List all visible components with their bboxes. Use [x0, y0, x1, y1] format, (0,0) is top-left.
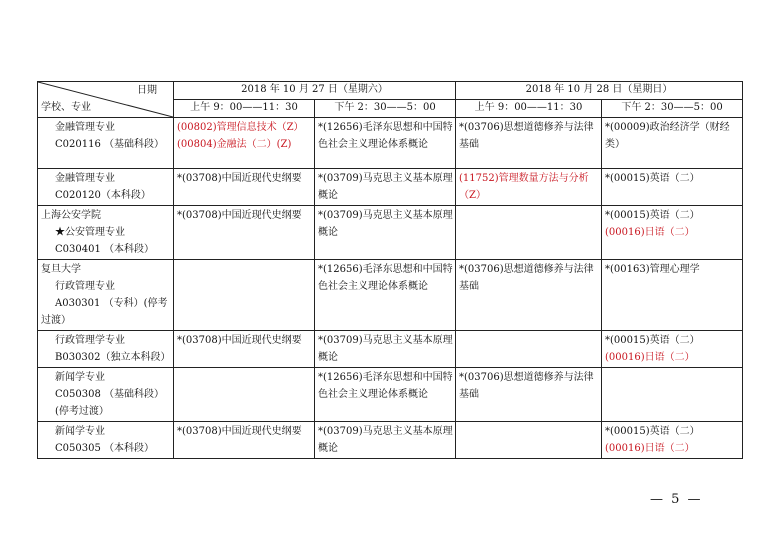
exam-cell-c4 [602, 260, 743, 331]
exam-subject: *(12656)毛泽东思想和中国特色社会主义理论体系概论 [318, 122, 453, 150]
exam-subject: *(00163)管理心理学 [605, 264, 700, 275]
exam-subject: *(03709)马克思主义基本原理概论 [318, 210, 453, 238]
exam-cell-c3 [456, 260, 602, 331]
exam-subject: *(12656)毛泽东思想和中国特色社会主义理论体系概论 [318, 264, 453, 292]
exam-cell-c1 [174, 260, 315, 331]
exam-cell-c3 [456, 368, 602, 422]
school-major-line: 行政管理学专业 [55, 335, 125, 346]
exam-cell-c1 [174, 118, 315, 169]
exam-cell-c2 [315, 368, 456, 422]
day1-am-header: 上午 9：00——11：30 [174, 100, 315, 118]
school-major-line: ★公安管理专业 [55, 227, 125, 238]
corner-date-label: 日期 [137, 85, 157, 96]
school-major-cell [38, 169, 174, 206]
school-major-line: C020116 （基础科段） [55, 139, 165, 150]
exam-subject: *(03706)思想道德修养与法律基础 [459, 264, 594, 292]
table-row [38, 368, 743, 422]
day2-header: 2018 年 10 月 28 日（星期日） [456, 82, 743, 100]
exam-subject: *(03709)马克思主义基本原理概论 [318, 426, 453, 454]
exam-subject: *(00009)政治经济学（财经类） [605, 122, 730, 150]
exam-cell-c3 [456, 169, 602, 206]
table-row [38, 118, 743, 169]
header-row-dates [38, 82, 743, 100]
exam-cell-c4 [602, 422, 743, 459]
school-major-cell [38, 368, 174, 422]
school-major-cell [38, 260, 174, 331]
school-major-line: 行政管理专业 [55, 281, 115, 292]
exam-subject: *(12656)毛泽东思想和中国特色社会主义理论体系概论 [318, 372, 453, 400]
table-row [38, 331, 743, 368]
day1-header: 2018 年 10 月 27 日（星期六） [174, 82, 456, 100]
school-major-line: C050308 （基础科段） [55, 389, 165, 400]
school-major-line: 新闻学专业 [55, 426, 105, 437]
exam-subject: (11752)管理数量方法与分析（Z） [459, 173, 589, 201]
school-major-line: 上海公安学院 [41, 210, 101, 221]
exam-subject: *(00015)英语（二） [605, 335, 700, 346]
schedule-body [38, 118, 743, 459]
exam-subject: (00804)金融法（二）(Z) [177, 139, 292, 150]
exam-subject: *(03708)中国近现代史纲要 [177, 210, 302, 221]
table-row [38, 169, 743, 206]
school-major-line: C020120（本科段） [55, 190, 151, 201]
exam-cell-c1 [174, 422, 315, 459]
exam-subject: *(03708)中国近现代史纲要 [177, 426, 302, 437]
exam-cell-c4 [602, 169, 743, 206]
school-major-line: A030301 （专科）(停考 [55, 298, 168, 309]
exam-subject: *(00015)英语（二） [605, 210, 700, 221]
table-row [38, 260, 743, 331]
table-row [38, 422, 743, 459]
exam-subject: *(03708)中国近现代史纲要 [177, 173, 302, 184]
school-major-line: (停考过渡） [55, 406, 109, 417]
exam-cell-c2 [315, 169, 456, 206]
exam-cell-c1 [174, 368, 315, 422]
exam-cell-c4 [602, 368, 743, 422]
table-row [38, 206, 743, 260]
exam-subject-alt: (00016)日语（二） [605, 352, 695, 363]
exam-cell-c2 [315, 206, 456, 260]
school-major-cell [38, 118, 174, 169]
page-number: — 5 — [650, 492, 703, 507]
exam-subject: *(03706)思想道德修养与法律基础 [459, 122, 594, 150]
exam-cell-c3 [456, 331, 602, 368]
exam-cell-c1 [174, 331, 315, 368]
exam-cell-c1 [174, 206, 315, 260]
school-major-line: 新闻学专业 [55, 372, 105, 383]
exam-cell-c4 [602, 331, 743, 368]
exam-cell-c3 [456, 422, 602, 459]
day2-am-header: 上午 9：00——11：30 [456, 100, 602, 118]
exam-subject: *(00015)英语（二） [605, 426, 700, 437]
exam-subject: *(03706)思想道德修养与法律基础 [459, 372, 594, 400]
school-major-line: C050305 （本科段） [55, 443, 155, 454]
exam-cell-c1 [174, 169, 315, 206]
school-major-cell [38, 206, 174, 260]
school-major-cell [38, 422, 174, 459]
school-major-line: 金融管理专业 [55, 122, 115, 133]
exam-subject: *(03708)中国近现代史纲要 [177, 335, 302, 346]
school-major-line: C030401 （本科段） [55, 244, 155, 255]
school-major-line: 金融管理专业 [55, 173, 115, 184]
corner-school-label: 学校、专业 [41, 102, 91, 113]
corner-header [38, 82, 174, 118]
exam-cell-c2 [315, 260, 456, 331]
exam-cell-c2 [315, 118, 456, 169]
school-major-cell [38, 331, 174, 368]
exam-subject: *(00015)英语（二） [605, 173, 700, 184]
exam-subject: *(03709)马克思主义基本原理概论 [318, 335, 453, 363]
exam-cell-c3 [456, 206, 602, 260]
exam-cell-c2 [315, 422, 456, 459]
day1-pm-header: 下午 2：30——5：00 [315, 100, 456, 118]
exam-cell-c4 [602, 118, 743, 169]
exam-subject-alt: (00016)日语（二） [605, 443, 695, 454]
exam-subject: (00802)管理信息技术（Z） [177, 122, 304, 133]
exam-cell-c4 [602, 206, 743, 260]
school-major-line: B030302（独立本科段） [55, 352, 171, 363]
exam-cell-c2 [315, 331, 456, 368]
school-major-line: 过渡） [41, 315, 71, 326]
exam-subject-alt: (00016)日语（二） [605, 227, 695, 238]
exam-cell-c3 [456, 118, 602, 169]
exam-subject: *(03709)马克思主义基本原理概论 [318, 173, 453, 201]
school-major-line: 复旦大学 [41, 264, 81, 275]
exam-schedule-table [37, 81, 743, 459]
day2-pm-header: 下午 2：30——5：00 [602, 100, 743, 118]
